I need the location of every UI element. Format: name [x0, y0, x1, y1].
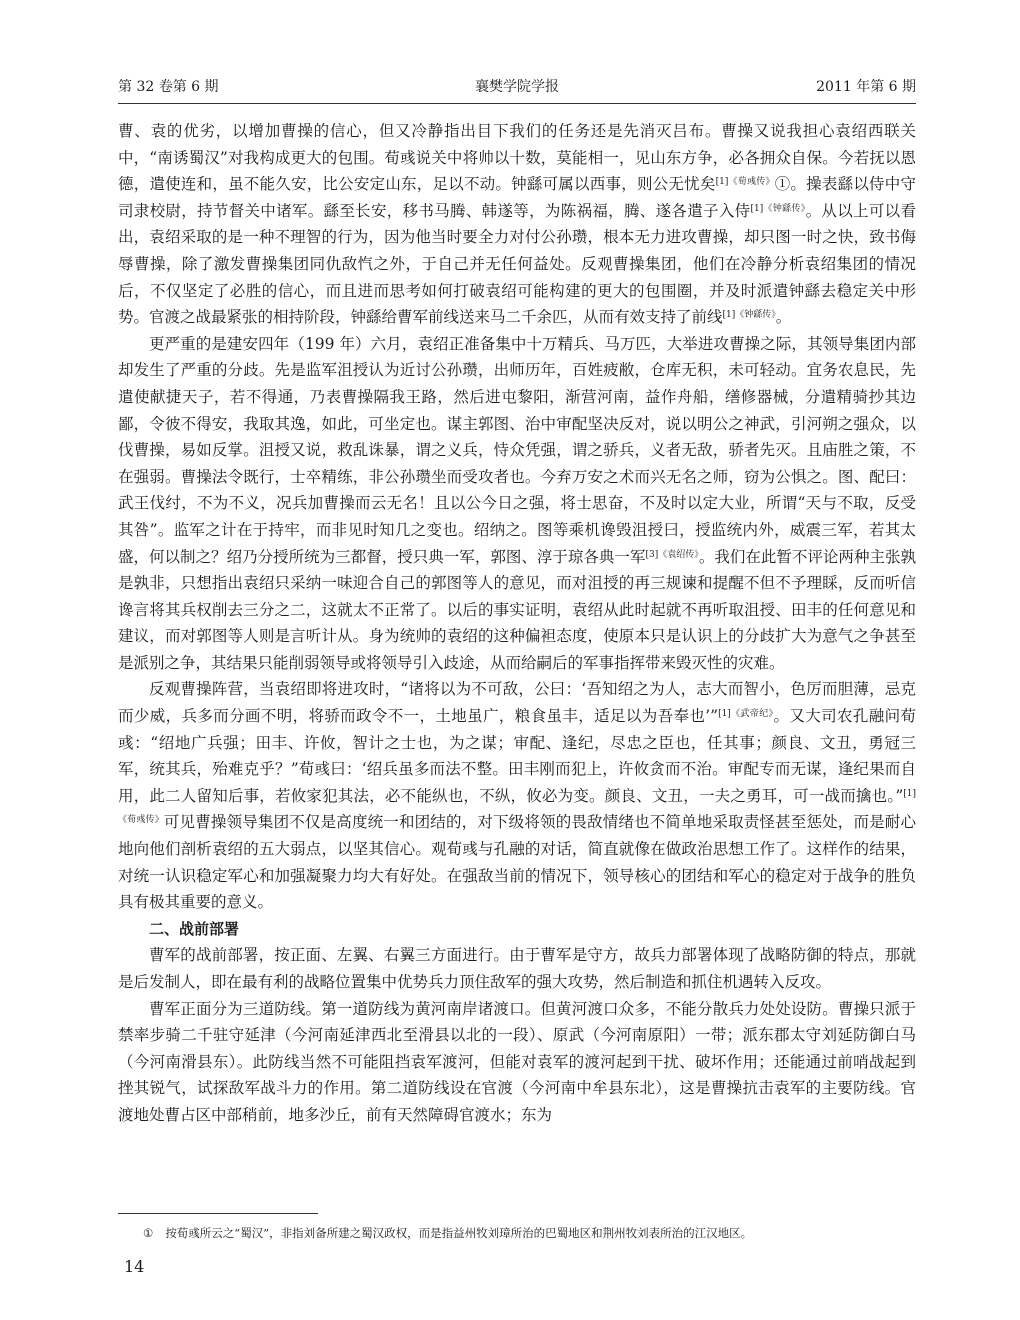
citation-ref: [1]《钟繇传》 — [750, 203, 806, 214]
paragraph-text: 反观曹操阵营，当袁绍即将进攻时，“诸将以为不可敌，公曰：‘吾知绍之为人，志大而智小，色厉而胆薄，忌克而少威，兵多而分画不明，将骄而政令不一，土地虽广，粮食虽丰，适足以为吾奉也’” — [118, 680, 916, 726]
citation-ref: [1]《荀彧传》 — [118, 788, 916, 826]
paragraph-text: 曹军正面分为三道防线。第一道防线为黄河南岸诸渡口。但黄河渡口众多，不能分散兵力处处设防。曹操只派于禁率步骑二千驻守延津（今河南延津西北至滑县以北的一段）、原武（今河南原阳）一带；派东郡太守刘延防御白马（今河南滑县东）。此防线当然不可能阻挡袁军渡河，但能对袁军的渡河起到干扰、破坏作用；还能通过前哨战起到挫其锐气，试探敌军战斗力的作用。第二道防线设在官渡（今河南中牟县东北），这是曹操抗击袁军的主要防线。官渡地处曹占区中部稍前，地多沙丘，前有天然障碍官渡水；东为 — [118, 999, 916, 1124]
paragraph-text: 可见曹操领导集团不仅是高度统一和团结的，对下级将领的畏敌情绪也不简单地采取责怪甚至惩处，而是耐心地向他们剖析袁绍的五大弱点，以坚其信心。观荀彧与孔融的对话，简直就像在做政治思想工作了。这样作的结果，对统一认识稳定军心和加强凝聚力均大有好处。在强敌当前的情况下，领导核心的团结和军心的稳定对于战争的胜负具有极其重要的意义。 — [118, 813, 916, 912]
footnote — [143, 1225, 923, 1241]
paragraph-text: 。 — [775, 308, 792, 327]
article-body — [118, 118, 916, 1129]
paragraph — [118, 942, 916, 995]
footnote-text: 按荀彧所云之“蜀汉”，非指刘备所建之蜀汉政权，而是指益州牧刘璋所治的巴蜀地区和荆州牧刘表所治的江汉地区。 — [165, 1226, 753, 1240]
header-rule — [118, 103, 916, 104]
header-volume: 第 32 卷第 6 期 — [118, 79, 219, 95]
paragraph-text: ①。操表繇以侍中守司隶校尉，持节督关中诸军。繇至长安，移书马腾、韩遂等，为陈祸福，腾、遂各遣子入侍 — [118, 175, 916, 220]
citation-ref: [1]《荀彧传》 — [715, 177, 775, 188]
section-heading — [118, 916, 916, 943]
paragraph-text: 更严重的是建安四年（199 年）六月，袁绍正准备集中十万精兵、马万匹，大举进攻曹操之际，其领导集团内部却发生了严重的分歧。先是监军沮授认为近讨公孙瓒，出师历年，百姓疲敝，仓库无积，未可轻动。宜务农息民，先遣使献捷天子，若不得通，乃表曹操隔我王路，然后进屯黎阳，渐营河南，益作舟船，缮修器械，分遣精骑抄其边鄙，令彼不得安，我取其逸，如此，可坐定也。谋主郭图、治中审配坚决反对，说以明公之神武，引河朔之强众，以伐曹操，易如反掌。沮授又说，救乱诛暴，谓之义兵，恃众凭强，谓之骄兵，义者无敌，骄者先灭。且庙胜之策，不在强弱。曹操法令既行，士卒精练，非公孙瓒坐而受攻者也。今弃万安之术而兴无名之师，窃为公惧之。图、配曰：武王伐纣，不为不义，况兵加曹操而云无名！且以公今日之强，将士思奋，不及时以定大业，所谓“天与不取，反受其咎”。监军之计在于持牢，而非见时知几之变也。绍纳之。图等乘机谗毁沮授曰，授监统内外，威震三军，若其太盛，何以制之？绍乃分授所统为三都督，授只典一军，郭图、淳于琼各典一军 — [118, 334, 916, 566]
footnote-mark: ① — [143, 1226, 154, 1240]
footnote-rule — [118, 1213, 318, 1214]
paragraph-text: 曹、袁的优劣，以增加曹操的信心，但又冷静指出目下我们的任务还是先消灭吕布。曹操又说我担心袁绍西联关中，“南诱蜀汉”对我构成更大的包围。荀彧说关中将帅以十数，莫能相一，见山东方争，必各拥众自保。今若抚以恩德，遣使连和，虽不能久安，比公安定山东，足以不动。钟繇可属以西事，则公无忧矣 — [118, 122, 916, 194]
paragraph-text: 。我们在此暂不评论两种主张孰是孰非，只想指出袁绍只采纳一味迎合自己的郭图等人的意见，而对沮授的再三规谏和提醒不但不予理睬，反而听信谗言将其兵权削去三分之二，这就太不正常了。以后的事实证明，袁绍从此时起就不再听取沮授、田丰的任何意见和建议，而对郭图等人则是言听计从。身为统帅的袁绍的这种偏袒态度，使原本只是认识上的分歧扩大为意气之争甚至是派别之争，其结果只能削弱领导或将领导引入歧途，从而给嗣后的军事指挥带来毁灭性的灾难。 — [118, 547, 916, 672]
header-issue: 2011 年第 6 期 — [816, 79, 916, 95]
paragraph — [118, 331, 916, 677]
paragraph — [118, 676, 916, 915]
header-journal: 襄樊学院学报 — [475, 79, 559, 95]
paragraph-text: 。又大司农孔融问荀彧：“绍地广兵强；田丰、许攸，智计之士也，为之谋；审配、逢纪，尽忠之臣也，任其事；颜良、文丑，勇冠三军，统其兵，殆难克乎？”荀彧曰：‘绍兵虽多而法不整。田丰刚而犯上，许攸贪而不治。审配专而无谋，逢纪果而自用，此二人留知后事，若攸家犯其法，必不能纵也，不纵，攸必为变。颜良、文丑，一夫之勇耳，可一战而擒也。” — [118, 707, 917, 805]
paragraph-text: 。从以上可以看出，袁绍采取的是一种不理智的行为，因为他当时要全力对付公孙瓒，根本无力进攻曹操，却只图一时之快，致书侮辱曹操，除了激发曹操集团同仇敌忾之外，于自己并无任何益处。反观曹操集团，他们在冷静分析袁绍集团的情况后，不仅坚定了必胜的信心，而且进而思考如何打破袁绍可能构建的更大的包围圈，并及时派遣钟繇去稳定关中形势。官渡之战最紧张的相持阶段，钟繇给曹军前线送来马二千余匹，从而有效支持了前线 — [118, 201, 916, 327]
citation-ref: [3]《袁绍传》 — [645, 549, 699, 560]
page-number: 14 — [124, 1257, 145, 1276]
paragraph-text: 曹军的战前部署，按正面、左翼、右翼三方面进行。由于曹军是守方，故兵力部署体现了战略防御的特点，那就是后发制人，即在最有利的战略位置集中优势兵力顶住敌军的强大攻势，然后制造和抓住机遇转入反攻。 — [118, 946, 916, 991]
citation-ref: [1]《武帝纪》 — [718, 709, 774, 720]
paragraph — [118, 996, 916, 1129]
paragraph — [118, 118, 916, 331]
citation-ref: [1]《钟繇传》 — [722, 310, 776, 321]
section-heading-text: 二、战前部署 — [149, 919, 240, 938]
